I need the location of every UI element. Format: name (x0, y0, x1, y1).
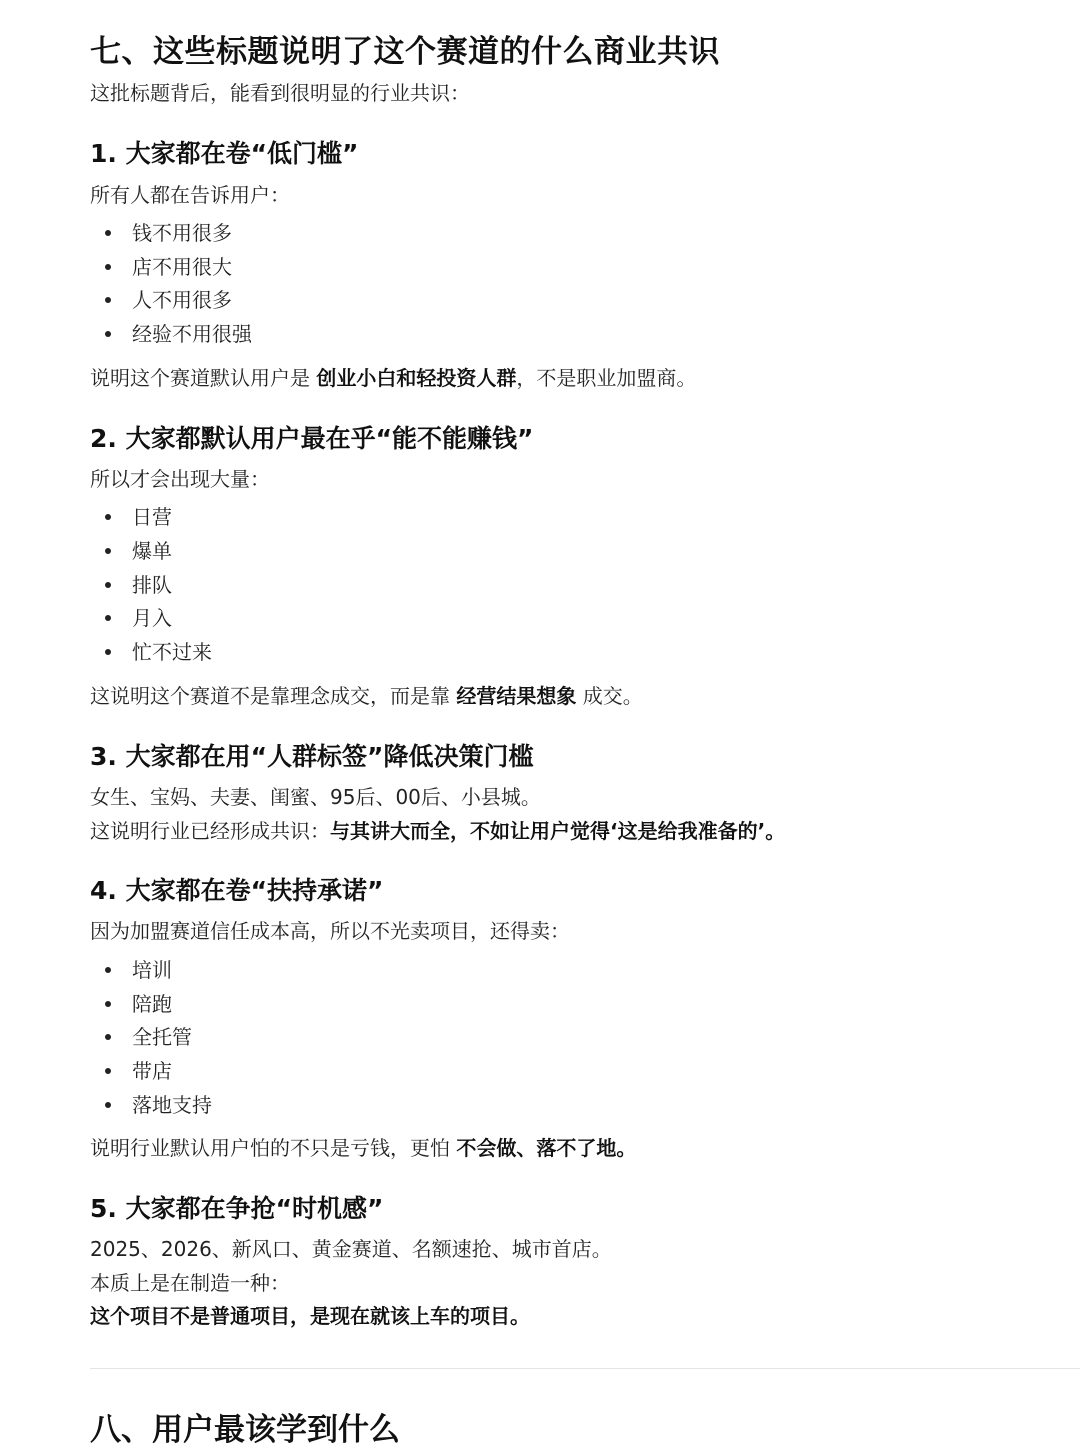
bullet-icon (105, 649, 111, 655)
s2-lead: 所以才会出现大量： (90, 467, 270, 491)
subheading-1: 1. 大家都在卷“低门槛” (90, 139, 359, 168)
s1-conclusion: 说明这个赛道默认用户是 创业小白和轻投资人群，不是职业加盟商。 (90, 366, 697, 390)
subheading-3: 3. 大家都在用“人群标签”降低决策门槛 (90, 742, 534, 771)
subheading-4: 4. 大家都在卷“扶持承诺” (90, 876, 384, 905)
list-item: 钱不用很多 (132, 223, 232, 243)
bullet-icon (105, 615, 111, 621)
s3-line2: 这说明行业已经形成共识：与其讲大而全，不如让用户觉得‘这是给我准备的’。 (90, 819, 786, 843)
bullet-icon (105, 1102, 111, 1108)
bullet-icon (105, 1034, 111, 1040)
bullet-icon (105, 331, 111, 337)
bullet-icon (105, 514, 111, 520)
list-item: 培训 (132, 960, 172, 980)
s3-line1: 女生、宝妈、夫妻、闺蜜、95后、00后、小县城。 (90, 785, 541, 809)
list-item: 人不用很多 (132, 290, 232, 310)
list-item: 日营 (132, 507, 172, 527)
subheading-2: 2. 大家都默认用户最在乎“能不能赚钱” (90, 424, 534, 453)
list-item: 陪跑 (132, 994, 172, 1014)
list-item: 落地支持 (132, 1095, 212, 1115)
s4-conclusion: 说明行业默认用户怕的不只是亏钱，更怕 不会做、落不了地。 (90, 1136, 637, 1160)
bullet-icon (105, 582, 111, 588)
bullet-icon (105, 1001, 111, 1007)
bullet-icon (105, 1068, 111, 1074)
section-divider (90, 1368, 1080, 1369)
bullet-icon (105, 297, 111, 303)
list-item: 爆单 (132, 541, 172, 561)
s5-line2: 本质上是在制造一种： (90, 1271, 290, 1295)
subheading-5: 5. 大家都在争抢“时机感” (90, 1194, 384, 1223)
next-section-title: 八、用户最该学到什么 (90, 1412, 400, 1448)
list-item: 带店 (132, 1061, 172, 1081)
s4-lead: 因为加盟赛道信任成本高，所以不光卖项目，还得卖： (90, 919, 570, 943)
list-item: 全托管 (132, 1027, 192, 1047)
list-item: 忙不过来 (132, 642, 212, 662)
intro-paragraph: 这批标题背后，能看到很明显的行业共识： (90, 81, 470, 105)
bullet-icon (105, 230, 111, 236)
s2-conclusion: 这说明这个赛道不是靠理念成交，而是靠 经营结果想象 成交。 (90, 684, 643, 708)
s1-lead: 所有人都在告诉用户： (90, 183, 290, 207)
s5-line1: 2025、2026、新风口、黄金赛道、名额速抢、城市首店。 (90, 1237, 612, 1261)
list-item: 店不用很大 (132, 257, 232, 277)
bullet-icon (105, 548, 111, 554)
section-title: 七、这些标题说明了这个赛道的什么商业共识 (90, 34, 720, 70)
bullet-icon (105, 264, 111, 270)
list-item: 月入 (132, 608, 172, 628)
list-item: 排队 (132, 575, 172, 595)
bullet-icon (105, 967, 111, 973)
list-item: 经验不用很强 (132, 324, 252, 344)
s5-line3: 这个项目不是普通项目，是现在就该上车的项目。 (90, 1304, 530, 1328)
